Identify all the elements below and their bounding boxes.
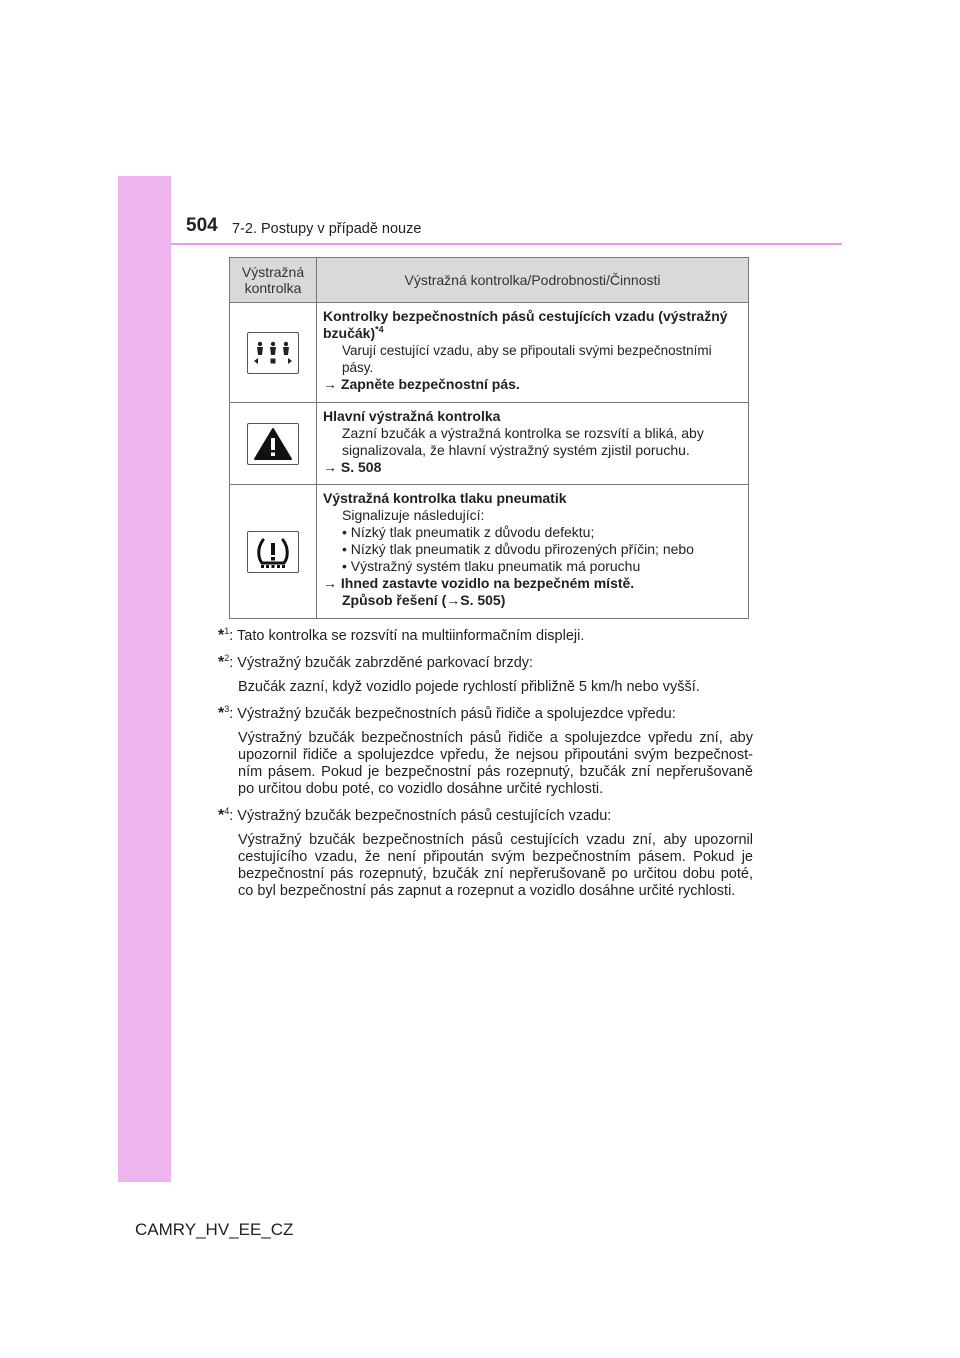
list-item: • Nízký tlak pneumatik z důvodu defektu;: [342, 524, 595, 540]
footnote-body: Bzučák zazní, když vozidlo pojede rychlostí přibližně 5 km/h nebo vyšší.: [238, 679, 700, 695]
header-divider: [171, 243, 842, 245]
list-item: • Výstražný systém tlaku pneumatik má poruchu: [342, 558, 641, 574]
document-code: CAMRY_HV_EE_CZ: [135, 1220, 294, 1239]
col-header-details: Výstražná kontrolka/Podrobnosti/Činnosti: [317, 258, 749, 303]
master-warning-triangle-icon: [247, 423, 299, 465]
rear-seatbelt-reminder-icon: [247, 332, 299, 374]
col-header-light: Výstražná kontrolka: [230, 258, 317, 303]
row-details: [317, 403, 749, 485]
row-description: Zazní bzučák a výstražná kontrolka se rozsvítí a bliká, aby signalizovala, že hlavní výstražný systém zjistil poruchu.: [342, 425, 704, 458]
row-action: → Ihned zastavte vozidlo na bezpečném místě.: [323, 575, 635, 591]
section-title: 7-2. Postupy v případě nouze: [232, 221, 422, 237]
icon-cell: [230, 303, 317, 403]
footnotes: [218, 627, 753, 900]
table-row: [230, 303, 749, 403]
icon-cell: [230, 485, 317, 619]
row-description: Varují cestující vzadu, aby se připoutali svými bezpečnostními pásy.: [342, 343, 712, 375]
table-header-row: [230, 258, 749, 303]
footnote-body: Výstražný bzučák bezpečnostních pásů řidiče a spolujezdce vpředu zní, aby upozornil řidiče a spolujezdce vpředu, že nejsou připoutáni svým bezpečnostním pásem. Pokud je bezpečnostní pás rozepnutý, bzučák zní nepřerušovaně po určitou dobu poté, co vozidlo dosáhne určité rychlosti.: [238, 730, 753, 797]
icon-cell: [230, 403, 317, 485]
footnote: *$^2$: Výstražný bzučák zabrzděné parkovací brzdy:: [218, 653, 534, 671]
footnote-ref: *4: [375, 324, 384, 335]
row-title: Kontrolky bezpečnostních pásů cestujících vzadu (výstražný bzučák): [323, 308, 728, 341]
footnote-body: Výstražný bzučák bezpečnostních pásů cestujících vzadu zní, aby upozornil cestujícího vzadu, že není připoután svým bezpečnostním pásem. Pokud je bezpečnostní pás rozepnutý, bzučák zní nepřerušovaně po určitou dobu poté, co byl bezpečnostní pás zapnut a rozepnut a vozidlo dosáhne určité rychlosti.: [238, 832, 753, 899]
table-row: [230, 403, 749, 485]
footnote: *$^4$: Výstražný bzučák bezpečnostních pásů cestujících vzadu:: [218, 806, 612, 824]
chapter-sidebar-tab: [118, 176, 171, 1182]
row-action: → Zapněte bezpečnostní pás.: [323, 376, 520, 392]
table-row: [230, 485, 749, 619]
row-title: Hlavní výstražná kontrolka: [323, 408, 501, 424]
page-number: 504: [186, 215, 218, 236]
row-action-reference: Způsob řešení (→S. 505): [342, 592, 506, 608]
row-details: [317, 485, 749, 619]
tire-pressure-warning-icon: [247, 531, 299, 573]
warning-lights-table: [229, 257, 749, 619]
row-details: [317, 303, 749, 403]
row-description: Signalizuje následující:: [342, 507, 485, 523]
row-action: → S. 508: [323, 459, 382, 475]
row-title: Výstražná kontrolka tlaku pneumatik: [323, 490, 567, 506]
list-item: • Nízký tlak pneumatik z důvodu přirozených příčin; nebo: [342, 541, 694, 557]
footnote: *$^1$: Tato kontrolka se rozsvítí na multiinformačním displeji.: [218, 626, 585, 644]
footnote: *$^3$: Výstražný bzučák bezpečnostních pásů řidiče a spolujezdce vpředu:: [218, 704, 676, 722]
